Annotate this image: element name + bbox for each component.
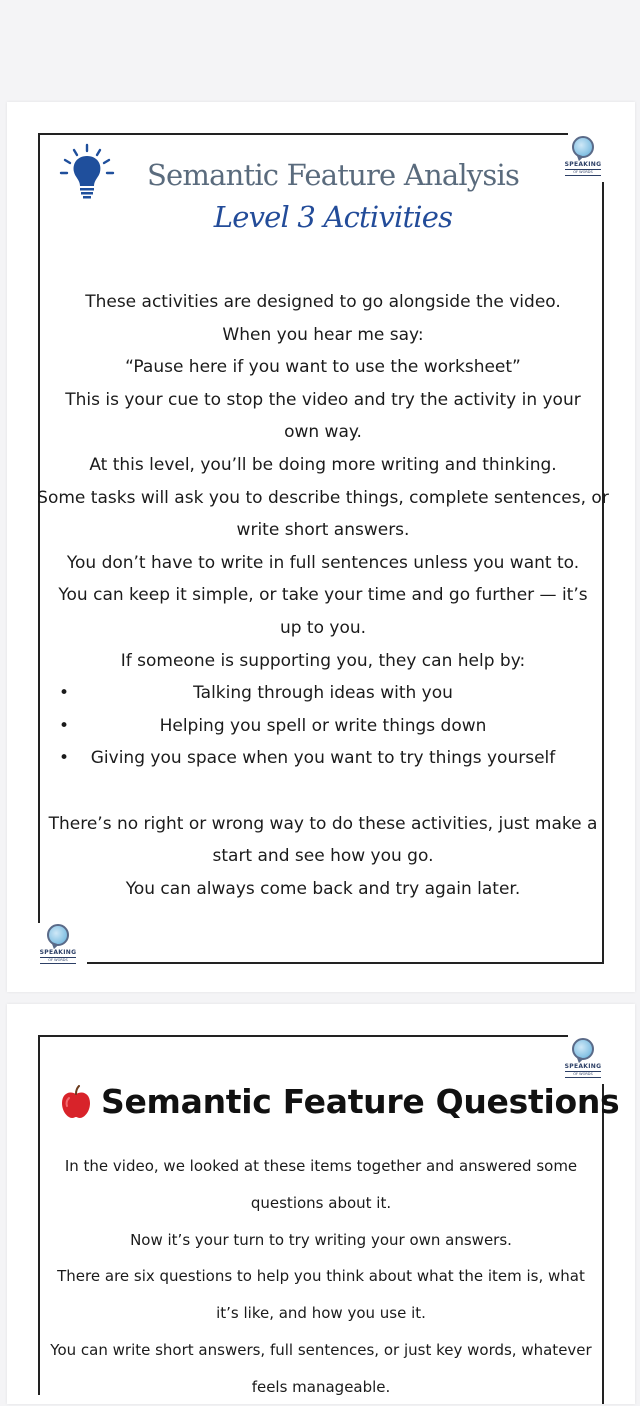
list-item: • Talking through ideas with you <box>43 677 603 710</box>
paragraph: Some tasks will ask you to describe things, complete sentences, or write short answers. <box>37 487 609 541</box>
paragraph: You can keep it simple, or take your time and go further — it’s up to you. <box>58 585 588 638</box>
frame-top-line <box>38 133 568 135</box>
speaking-of-words-logo: SPEAKING OF WORDS <box>561 1038 605 1078</box>
frame-left-line <box>38 1035 40 1395</box>
support-list <box>43 677 603 775</box>
frame-right-line <box>602 1084 604 1404</box>
section-title <box>61 1082 619 1121</box>
intro-text <box>37 286 609 905</box>
speech-bubble-icon <box>572 1038 594 1060</box>
paragraph: There are six questions to help you think about what the item is, what it’s like, and how you use it. <box>57 1267 585 1323</box>
apple-icon <box>61 1085 91 1119</box>
paragraph: This is your cue to stop the video and try the activity in your own way. <box>65 389 581 443</box>
paragraph: When you hear me say: <box>222 324 424 345</box>
frame-top-line <box>38 1035 568 1037</box>
paragraph: In the video, we looked at these items together and answered some questions about it. <box>64 1157 578 1212</box>
worksheet-page-1 <box>7 102 635 992</box>
instructions-text <box>43 1148 599 1406</box>
paragraph: You can write short answers, full sentences, or just key words, whatever feels manageable. <box>50 1340 592 1396</box>
speaking-of-words-logo: SPEAKING OF WORDS <box>561 136 605 176</box>
speaking-of-words-logo-bottom: SPEAKING OF WORDS <box>36 924 80 964</box>
paragraph: “Pause here if you want to use the worksheet” <box>125 357 521 378</box>
paragraph: If someone is supporting you, they can help by: <box>120 650 526 671</box>
list-item: • Giving you space when you want to try things yourself <box>43 742 603 775</box>
paragraph: There’s no right or wrong way to do these activities, just make a start and see how you go. <box>48 813 598 867</box>
worksheet-page-2 <box>7 1004 635 1404</box>
paragraph: You don’t have to write in full sentences unless you want to. <box>66 552 580 573</box>
paragraph: Now it’s your turn to try writing your own answers. <box>130 1230 512 1249</box>
page-subtitle: Level 3 Activities <box>213 200 453 234</box>
speech-bubble-icon <box>47 924 69 946</box>
list-item: • Helping you spell or write things down <box>43 710 603 743</box>
paragraph: These activities are designed to go alongside the video. <box>85 292 561 312</box>
page-title: Semantic Feature Analysis <box>146 158 520 192</box>
frame-bottom-line <box>87 962 604 964</box>
paragraph: You can always come back and try again later. <box>125 878 521 899</box>
paragraph: At this level, you’ll be doing more writing and thinking. <box>89 454 557 475</box>
speech-bubble-icon <box>572 136 594 158</box>
section-title-text: Semantic Feature Questions <box>101 1082 620 1121</box>
